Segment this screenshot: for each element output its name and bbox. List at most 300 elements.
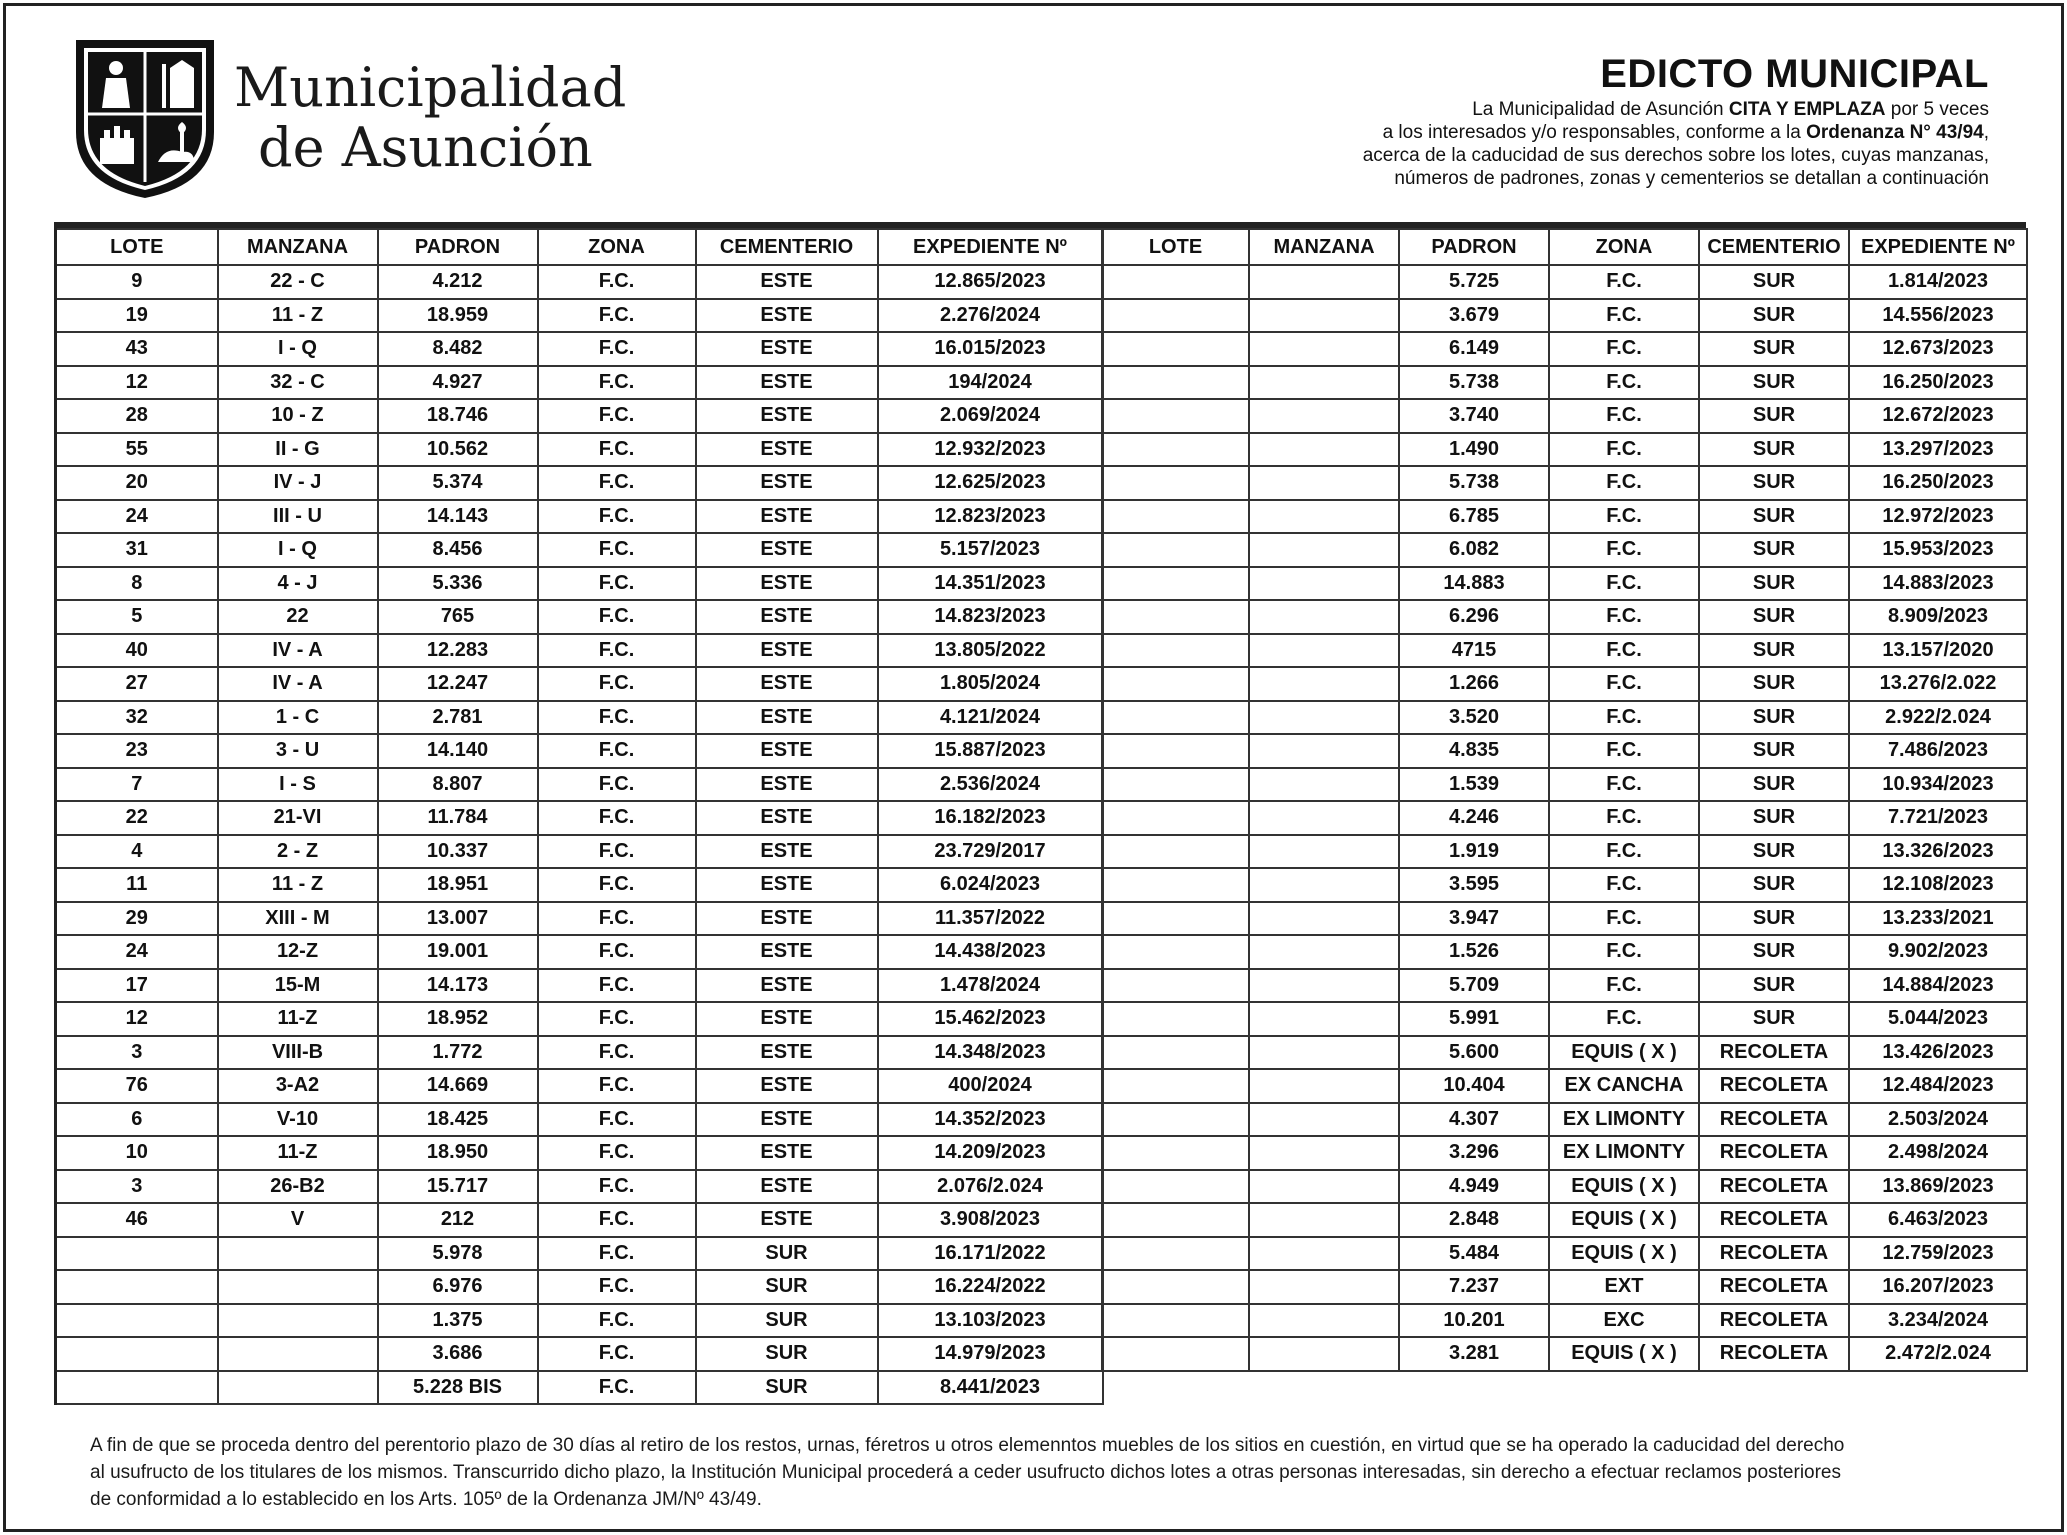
zona-cell: EQUIS ( X ) xyxy=(1549,1203,1699,1237)
table-row xyxy=(1102,701,2027,735)
padron-cell: 12.247 xyxy=(378,667,538,701)
expediente-cell: 15.887/2023 xyxy=(878,734,1103,768)
padron-cell: 3.281 xyxy=(1399,1337,1549,1371)
manzana-cell xyxy=(1249,1203,1399,1237)
zona-cell: F.C. xyxy=(538,399,696,433)
cementerio-cell: SUR xyxy=(1699,433,1849,467)
lote-cell: 19 xyxy=(56,299,218,333)
cementerio-cell: ESTE xyxy=(696,1002,878,1036)
edict-header xyxy=(1089,52,1989,190)
expediente-cell: 2.498/2024 xyxy=(1849,1136,2027,1170)
lote-cell: 23 xyxy=(56,734,218,768)
expediente-cell: 16.171/2022 xyxy=(878,1237,1103,1271)
manzana-cell: 22 - C xyxy=(218,265,378,299)
zona-cell: F.C. xyxy=(1549,667,1699,701)
footer-line-3: de conformidad a lo establecido en los Arts. 105º de la Ordenanza JM/Nº 43/49. xyxy=(90,1489,762,1510)
lote-cell xyxy=(1102,299,1249,333)
zona-cell: F.C. xyxy=(1549,868,1699,902)
cementerio-cell: ESTE xyxy=(696,667,878,701)
manzana-cell: 2 - Z xyxy=(218,835,378,869)
cementerio-cell: ESTE xyxy=(696,935,878,969)
column-header-zona: ZONA xyxy=(538,229,696,265)
zona-cell: F.C. xyxy=(1549,466,1699,500)
padron-cell: 1.539 xyxy=(1399,768,1549,802)
zona-cell: F.C. xyxy=(538,332,696,366)
edict-page xyxy=(3,3,2064,1532)
cementerio-cell: ESTE xyxy=(696,634,878,668)
edict-line-4: números de padrones, zonas y cementerios se detallan a continuación xyxy=(1394,168,1989,189)
cementerio-cell: RECOLETA xyxy=(1699,1036,1849,1070)
zona-cell: F.C. xyxy=(538,1002,696,1036)
column-header-expediente: EXPEDIENTE Nº xyxy=(878,229,1103,265)
zona-cell: F.C. xyxy=(1549,969,1699,1003)
cementerio-cell: ESTE xyxy=(696,1136,878,1170)
edict-footer-notice xyxy=(90,1432,2020,1513)
expediente-cell: 10.934/2023 xyxy=(1849,768,2027,802)
table-row xyxy=(56,433,1103,467)
lote-cell xyxy=(1102,734,1249,768)
zona-cell: F.C. xyxy=(538,1036,696,1070)
expediente-cell: 12.972/2023 xyxy=(1849,500,2027,534)
zona-cell: F.C. xyxy=(1549,399,1699,433)
lote-cell xyxy=(1102,1136,1249,1170)
padron-cell: 3.595 xyxy=(1399,868,1549,902)
manzana-cell xyxy=(1249,299,1399,333)
expediente-cell: 13.326/2023 xyxy=(1849,835,2027,869)
zona-cell: EX CANCHA xyxy=(1549,1069,1699,1103)
padron-cell: 4715 xyxy=(1399,634,1549,668)
padron-cell: 15.717 xyxy=(378,1170,538,1204)
lote-cell xyxy=(56,1270,218,1304)
manzana-cell: 11-Z xyxy=(218,1002,378,1036)
table-row xyxy=(56,1170,1103,1204)
zona-cell: EX LIMONTY xyxy=(1549,1103,1699,1137)
lote-cell: 24 xyxy=(56,935,218,969)
expediente-cell: 14.438/2023 xyxy=(878,935,1103,969)
manzana-cell xyxy=(1249,701,1399,735)
table-row xyxy=(56,533,1103,567)
column-header-manzana: MANZANA xyxy=(1249,229,1399,265)
cementerio-cell: ESTE xyxy=(696,902,878,936)
edict-line-3: acerca de la caducidad de sus derechos sobre los lotes, cuyas manzanas, xyxy=(1362,145,1989,166)
footer-line-2: al usufructo de los titulares de los mismos. Transcurrido dicho plazo, la Institución Municipal procederá a ceder usufructo dichos lotes a otras personas interesadas, sin derecho a efectuar reclamos posteriores xyxy=(90,1462,1841,1483)
zona-cell: EXT xyxy=(1549,1270,1699,1304)
manzana-cell xyxy=(1249,734,1399,768)
cementerio-cell: SUR xyxy=(1699,634,1849,668)
zona-cell: F.C. xyxy=(538,1237,696,1271)
table-row xyxy=(56,1036,1103,1070)
cementerio-cell: ESTE xyxy=(696,1103,878,1137)
expediente-cell: 5.044/2023 xyxy=(1849,1002,2027,1036)
table-row xyxy=(1102,265,2027,299)
expediente-cell: 11.357/2022 xyxy=(878,902,1103,936)
table-row xyxy=(1102,667,2027,701)
zona-cell: EQUIS ( X ) xyxy=(1549,1170,1699,1204)
lote-cell: 32 xyxy=(56,701,218,735)
cementerio-cell: SUR xyxy=(1699,701,1849,735)
padron-cell: 2.848 xyxy=(1399,1203,1549,1237)
lote-cell xyxy=(1102,801,1249,835)
zona-cell: F.C. xyxy=(538,466,696,500)
table-row xyxy=(56,667,1103,701)
manzana-cell: I - Q xyxy=(218,332,378,366)
expediente-cell: 15.462/2023 xyxy=(878,1002,1103,1036)
cementerio-cell: RECOLETA xyxy=(1699,1069,1849,1103)
padron-cell: 4.835 xyxy=(1399,734,1549,768)
edict-line-2-a: a los interesados y/o responsables, conforme a la xyxy=(1382,122,1807,143)
manzana-cell: IV - A xyxy=(218,634,378,668)
column-header-zona: ZONA xyxy=(1549,229,1699,265)
lote-cell xyxy=(1102,1002,1249,1036)
manzana-cell xyxy=(218,1237,378,1271)
manzana-cell: V xyxy=(218,1203,378,1237)
manzana-cell: 11 - Z xyxy=(218,299,378,333)
table-row xyxy=(56,935,1103,969)
table-row xyxy=(56,567,1103,601)
padron-cell: 8.482 xyxy=(378,332,538,366)
cementerio-cell: SUR xyxy=(1699,868,1849,902)
lote-cell: 40 xyxy=(56,634,218,668)
lote-cell: 12 xyxy=(56,1002,218,1036)
padron-cell: 10.404 xyxy=(1399,1069,1549,1103)
lote-cell xyxy=(1102,1036,1249,1070)
edict-line-2-c: , xyxy=(1983,122,1989,143)
zona-cell: F.C. xyxy=(1549,433,1699,467)
expediente-cell: 14.351/2023 xyxy=(878,567,1103,601)
zona-cell: F.C. xyxy=(538,768,696,802)
zona-cell: F.C. xyxy=(1549,500,1699,534)
expediente-cell: 8.909/2023 xyxy=(1849,600,2027,634)
expediente-cell: 16.182/2023 xyxy=(878,801,1103,835)
expediente-cell: 12.108/2023 xyxy=(1849,868,2027,902)
zona-cell: EQUIS ( X ) xyxy=(1549,1337,1699,1371)
table-row xyxy=(1102,600,2027,634)
padron-cell: 8.807 xyxy=(378,768,538,802)
expediente-cell: 2.503/2024 xyxy=(1849,1103,2027,1137)
cementerio-cell: SUR xyxy=(1699,500,1849,534)
table-row xyxy=(1102,634,2027,668)
padron-cell: 14.669 xyxy=(378,1069,538,1103)
table-row xyxy=(1102,466,2027,500)
manzana-cell xyxy=(1249,835,1399,869)
padron-cell: 1.919 xyxy=(1399,835,1549,869)
lote-cell xyxy=(1102,969,1249,1003)
lote-cell xyxy=(1102,1203,1249,1237)
expediente-cell: 12.484/2023 xyxy=(1849,1069,2027,1103)
padron-cell: 10.562 xyxy=(378,433,538,467)
manzana-cell xyxy=(1249,768,1399,802)
table-row xyxy=(1102,734,2027,768)
manzana-cell xyxy=(1249,332,1399,366)
lote-cell: 6 xyxy=(56,1103,218,1137)
cementerio-cell: ESTE xyxy=(696,1203,878,1237)
lote-cell xyxy=(1102,1337,1249,1371)
padron-cell: 18.959 xyxy=(378,299,538,333)
expediente-cell: 13.805/2022 xyxy=(878,634,1103,668)
expediente-cell: 1.478/2024 xyxy=(878,969,1103,1003)
cementerio-cell: ESTE xyxy=(696,868,878,902)
table-row xyxy=(1102,366,2027,400)
expediente-cell: 12.625/2023 xyxy=(878,466,1103,500)
lote-cell: 4 xyxy=(56,835,218,869)
zona-cell: F.C. xyxy=(538,1371,696,1405)
lote-cell xyxy=(1102,533,1249,567)
lote-cell: 31 xyxy=(56,533,218,567)
expediente-cell: 13.233/2021 xyxy=(1849,902,2027,936)
padron-cell: 4.307 xyxy=(1399,1103,1549,1137)
cementerio-cell: SUR xyxy=(1699,332,1849,366)
expediente-cell: 2.076/2.024 xyxy=(878,1170,1103,1204)
lote-cell xyxy=(1102,600,1249,634)
padron-cell: 1.375 xyxy=(378,1304,538,1338)
manzana-cell: 32 - C xyxy=(218,366,378,400)
manzana-cell xyxy=(1249,1036,1399,1070)
padron-cell: 14.883 xyxy=(1399,567,1549,601)
padron-cell: 10.201 xyxy=(1399,1304,1549,1338)
cementerio-cell: ESTE xyxy=(696,701,878,735)
expediente-cell: 13.869/2023 xyxy=(1849,1170,2027,1204)
zona-cell: F.C. xyxy=(1549,701,1699,735)
zona-cell: F.C. xyxy=(538,667,696,701)
table-row xyxy=(56,1136,1103,1170)
table-row xyxy=(1102,433,2027,467)
table-header-row xyxy=(56,229,1103,265)
zona-cell: F.C. xyxy=(538,634,696,668)
table-row xyxy=(1102,1036,2027,1070)
expediente-cell: 13.426/2023 xyxy=(1849,1036,2027,1070)
manzana-cell: 1 - C xyxy=(218,701,378,735)
expediente-cell: 12.932/2023 xyxy=(878,433,1103,467)
expediente-cell: 3.234/2024 xyxy=(1849,1304,2027,1338)
cementerio-cell: SUR xyxy=(1699,265,1849,299)
lote-cell xyxy=(1102,1103,1249,1137)
cementerio-cell: ESTE xyxy=(696,299,878,333)
padron-cell: 1.772 xyxy=(378,1036,538,1070)
cementerio-cell: ESTE xyxy=(696,801,878,835)
expediente-cell: 9.902/2023 xyxy=(1849,935,2027,969)
padron-cell: 3.686 xyxy=(378,1337,538,1371)
manzana-cell xyxy=(1249,533,1399,567)
manzana-cell: 12-Z xyxy=(218,935,378,969)
cementerio-cell: SUR xyxy=(1699,466,1849,500)
manzana-cell xyxy=(1249,500,1399,534)
expediente-cell: 14.348/2023 xyxy=(878,1036,1103,1070)
cementerio-cell: SUR xyxy=(1699,533,1849,567)
zona-cell: F.C. xyxy=(538,299,696,333)
cementerio-cell: SUR xyxy=(1699,1002,1849,1036)
table-row xyxy=(1102,835,2027,869)
lote-cell xyxy=(1102,868,1249,902)
cementerio-cell: SUR xyxy=(1699,902,1849,936)
cementerio-cell: ESTE xyxy=(696,567,878,601)
manzana-cell xyxy=(1249,902,1399,936)
manzana-cell xyxy=(1249,634,1399,668)
zona-cell: F.C. xyxy=(538,500,696,534)
expediente-cell: 13.297/2023 xyxy=(1849,433,2027,467)
lote-cell xyxy=(1102,701,1249,735)
lote-cell xyxy=(56,1304,218,1338)
cementerio-cell: RECOLETA xyxy=(1699,1337,1849,1371)
padron-cell: 18.746 xyxy=(378,399,538,433)
manzana-cell: XIII - M xyxy=(218,902,378,936)
lote-cell: 46 xyxy=(56,1203,218,1237)
city-coat-of-arms-icon xyxy=(70,34,220,202)
zona-cell: EX LIMONTY xyxy=(1549,1136,1699,1170)
expediente-cell: 12.672/2023 xyxy=(1849,399,2027,433)
lote-cell xyxy=(1102,433,1249,467)
padron-cell: 7.237 xyxy=(1399,1270,1549,1304)
expediente-cell: 14.883/2023 xyxy=(1849,567,2027,601)
zona-cell: F.C. xyxy=(1549,902,1699,936)
expediente-cell: 2.069/2024 xyxy=(878,399,1103,433)
cementerio-cell: SUR xyxy=(1699,734,1849,768)
zona-cell: F.C. xyxy=(538,1270,696,1304)
padron-cell: 765 xyxy=(378,600,538,634)
table-row xyxy=(1102,801,2027,835)
zona-cell: F.C. xyxy=(1549,567,1699,601)
cementerio-cell: RECOLETA xyxy=(1699,1136,1849,1170)
expediente-cell: 23.729/2017 xyxy=(878,835,1103,869)
lote-cell xyxy=(1102,667,1249,701)
footer-line-1: A fin de que se proceda dentro del perentorio plazo de 30 días al retiro de los restos, urnas, féretros u otros elemenntos muebles de los sitios en cuestión, en virtud que se ha operado la caducidad del derecho xyxy=(90,1435,1845,1456)
column-header-cementerio: CEMENTERIO xyxy=(1699,229,1849,265)
padron-cell: 6.082 xyxy=(1399,533,1549,567)
table-row xyxy=(56,265,1103,299)
zona-cell: F.C. xyxy=(538,533,696,567)
column-header-manzana: MANZANA xyxy=(218,229,378,265)
padron-cell: 6.785 xyxy=(1399,500,1549,534)
manzana-cell xyxy=(1249,600,1399,634)
padron-cell: 6.149 xyxy=(1399,332,1549,366)
lote-cell: 22 xyxy=(56,801,218,835)
zona-cell: EQUIS ( X ) xyxy=(1549,1237,1699,1271)
padron-cell: 5.336 xyxy=(378,567,538,601)
zona-cell: EXC xyxy=(1549,1304,1699,1338)
expediente-cell: 1.814/2023 xyxy=(1849,265,2027,299)
table-row xyxy=(56,768,1103,802)
edict-line-2-b: Ordenanza N° 43/94 xyxy=(1806,122,1984,143)
zona-cell: F.C. xyxy=(1549,600,1699,634)
padron-cell: 4.212 xyxy=(378,265,538,299)
lote-cell xyxy=(1102,567,1249,601)
zona-cell: F.C. xyxy=(538,567,696,601)
cementerio-cell: SUR xyxy=(1699,366,1849,400)
table-row xyxy=(56,801,1103,835)
expediente-cell: 12.759/2023 xyxy=(1849,1237,2027,1271)
padron-cell: 3.520 xyxy=(1399,701,1549,735)
table-row xyxy=(56,332,1103,366)
table-row xyxy=(1102,1136,2027,1170)
cementerio-cell: SUR xyxy=(1699,801,1849,835)
table-row xyxy=(1102,299,2027,333)
column-header-lote: LOTE xyxy=(56,229,218,265)
table-row xyxy=(56,1270,1103,1304)
lote-cell: 9 xyxy=(56,265,218,299)
lots-tables xyxy=(54,222,2026,1406)
lote-cell xyxy=(1102,1304,1249,1338)
manzana-cell: 11-Z xyxy=(218,1136,378,1170)
zona-cell: F.C. xyxy=(1549,634,1699,668)
manzana-cell: 21-VI xyxy=(218,801,378,835)
manzana-cell xyxy=(1249,399,1399,433)
lote-cell: 55 xyxy=(56,433,218,467)
padron-cell: 18.425 xyxy=(378,1103,538,1137)
table-row xyxy=(56,1203,1103,1237)
column-header-cementerio: CEMENTERIO xyxy=(696,229,878,265)
zona-cell: F.C. xyxy=(1549,265,1699,299)
lots-table-right xyxy=(1101,228,2028,1372)
manzana-cell xyxy=(1249,801,1399,835)
padron-cell: 12.283 xyxy=(378,634,538,668)
zona-cell: F.C. xyxy=(538,701,696,735)
table-row xyxy=(56,634,1103,668)
column-header-expediente: EXPEDIENTE Nº xyxy=(1849,229,2027,265)
cementerio-cell: SUR xyxy=(1699,600,1849,634)
cementerio-cell: SUR xyxy=(696,1237,878,1271)
padron-cell: 14.143 xyxy=(378,500,538,534)
manzana-cell xyxy=(1249,868,1399,902)
manzana-cell xyxy=(1249,1069,1399,1103)
manzana-cell: I - S xyxy=(218,768,378,802)
cementerio-cell: SUR xyxy=(696,1270,878,1304)
manzana-cell xyxy=(1249,667,1399,701)
expediente-cell: 7.721/2023 xyxy=(1849,801,2027,835)
cementerio-cell: ESTE xyxy=(696,1036,878,1070)
table-row xyxy=(56,1304,1103,1338)
lots-table-left xyxy=(54,228,1104,1405)
cementerio-cell: SUR xyxy=(1699,935,1849,969)
lote-cell: 20 xyxy=(56,466,218,500)
lote-cell xyxy=(1102,332,1249,366)
zona-cell: F.C. xyxy=(538,366,696,400)
padron-cell: 5.600 xyxy=(1399,1036,1549,1070)
table-row xyxy=(1102,533,2027,567)
zona-cell: F.C. xyxy=(538,734,696,768)
manzana-cell: 4 - J xyxy=(218,567,378,601)
lote-cell xyxy=(1102,1270,1249,1304)
table-row xyxy=(1102,768,2027,802)
zona-cell: F.C. xyxy=(1549,801,1699,835)
column-header-padron: PADRON xyxy=(378,229,538,265)
expediente-cell: 16.015/2023 xyxy=(878,332,1103,366)
zona-cell: F.C. xyxy=(1549,768,1699,802)
padron-cell: 5.978 xyxy=(378,1237,538,1271)
table-row xyxy=(1102,1170,2027,1204)
zona-cell: F.C. xyxy=(538,433,696,467)
padron-cell: 5.228 BIS xyxy=(378,1371,538,1405)
manzana-cell xyxy=(1249,1002,1399,1036)
manzana-cell xyxy=(1249,433,1399,467)
table-row xyxy=(56,1371,1103,1405)
zona-cell: F.C. xyxy=(538,1203,696,1237)
lote-cell xyxy=(56,1371,218,1405)
padron-cell: 13.007 xyxy=(378,902,538,936)
padron-cell: 5.709 xyxy=(1399,969,1549,1003)
edict-line-2 xyxy=(1089,121,1989,144)
padron-cell: 3.947 xyxy=(1399,902,1549,936)
lote-cell: 27 xyxy=(56,667,218,701)
lote-cell xyxy=(1102,399,1249,433)
padron-cell: 19.001 xyxy=(378,935,538,969)
edict-line-1-a: La Municipalidad de Asunción xyxy=(1472,99,1729,120)
lote-cell xyxy=(1102,500,1249,534)
padron-cell: 3.296 xyxy=(1399,1136,1549,1170)
expediente-cell: 5.157/2023 xyxy=(878,533,1103,567)
expediente-cell: 7.486/2023 xyxy=(1849,734,2027,768)
table-row xyxy=(56,366,1103,400)
manzana-cell xyxy=(1249,1337,1399,1371)
manzana-cell: IV - J xyxy=(218,466,378,500)
